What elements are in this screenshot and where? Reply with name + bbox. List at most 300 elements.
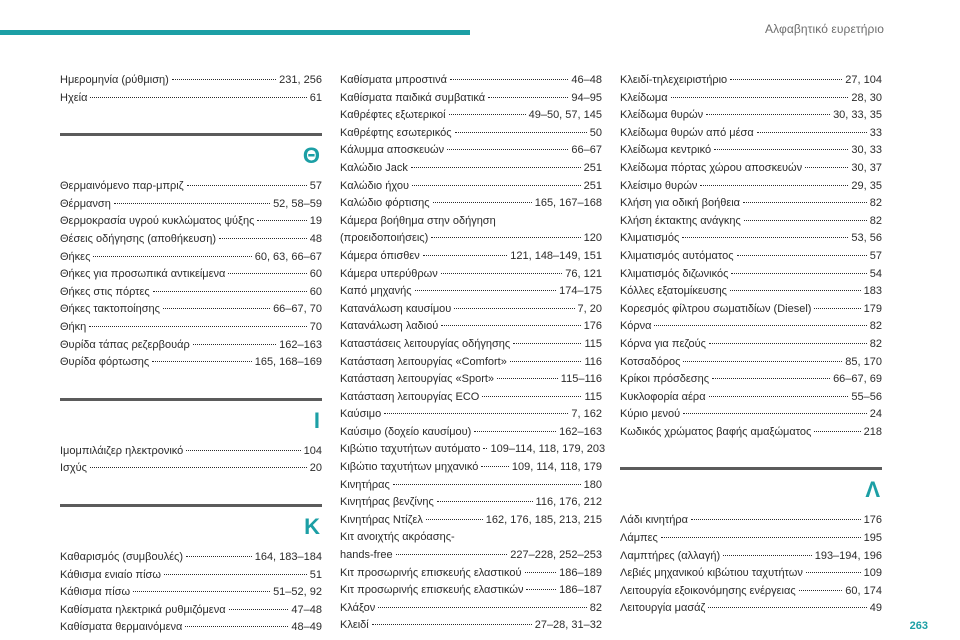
index-entry-pages: 162–163 xyxy=(279,338,322,351)
index-entry-pages: 7, 162 xyxy=(571,408,602,421)
index-entry-term: Καθαρισμός (συμβουλές) xyxy=(60,550,183,563)
index-entry xyxy=(340,617,602,635)
index-entry xyxy=(340,371,602,389)
index-entry-pages: 251 xyxy=(583,161,602,174)
index-entry-term: Κλάξον xyxy=(340,601,376,614)
index-entry-term: Κλείδωμα θυρών xyxy=(620,109,704,122)
index-entry-term: Θήκες για προσωπικά αντικείμενα xyxy=(60,268,226,281)
index-entry-pages: 195 xyxy=(863,532,882,545)
index-entry-pages: 116 xyxy=(584,355,602,368)
page-number: 263 xyxy=(909,620,928,632)
index-entry-term: Κάθισμα πίσω xyxy=(60,586,131,599)
index-entry-term: hands-free xyxy=(340,549,393,562)
dot-leader xyxy=(805,167,848,168)
index-entry-term: Καλώδιο φόρτισης xyxy=(340,197,430,210)
dot-leader xyxy=(661,537,861,538)
index-entry-pages: 176 xyxy=(863,514,882,527)
index-entry-pages: 104 xyxy=(303,444,322,457)
index-entry xyxy=(60,72,322,90)
dot-leader xyxy=(744,220,867,221)
index-entry-pages: 61 xyxy=(309,91,322,104)
index-entry-term: Καπό μηχανής xyxy=(340,285,412,298)
dot-leader xyxy=(714,149,848,150)
dot-leader xyxy=(482,396,581,397)
index-entry-pages: 66–67, 69 xyxy=(833,373,882,386)
index-entry-pages: 162–163 xyxy=(559,425,602,438)
index-entry-term: Ισχύς xyxy=(60,462,87,475)
letter-section-iota xyxy=(60,398,322,433)
index-entry-term: Κλείδωμα πόρτας χώρου αποσκευών xyxy=(620,161,803,174)
dot-leader xyxy=(730,290,861,291)
index-entry xyxy=(340,72,602,90)
index-entry-pages: 180 xyxy=(583,478,602,491)
section-divider xyxy=(60,504,322,507)
index-entry-term: Κρίκοι πρόσδεσης xyxy=(620,373,710,386)
index-entry xyxy=(60,460,322,478)
index-entry-term: Κόρνα για πεζούς xyxy=(620,337,706,350)
dot-leader xyxy=(257,220,306,221)
dot-leader xyxy=(412,185,581,186)
dot-leader xyxy=(228,273,306,274)
index-entry-term: Κινητήρας Ντίζελ xyxy=(340,513,423,526)
index-entry-term: Κλείδωμα κεντρικό xyxy=(620,144,712,157)
index-entry-pages: 116, 176, 212 xyxy=(535,496,602,509)
index-entry xyxy=(620,565,882,583)
index-entry-term: Καθρέφτες εξωτερικοί xyxy=(340,109,446,122)
index-entry xyxy=(60,549,322,567)
index-entry xyxy=(340,406,602,424)
index-entry-pages: 193–194, 196 xyxy=(814,549,882,562)
index-entry-term: Κλιματισμός διζωνικός xyxy=(620,267,729,280)
index-entry-pages: 60, 174 xyxy=(845,584,882,597)
index-column-3 xyxy=(620,72,882,618)
index-entry-term: Κάμερα υπερύθρων xyxy=(340,267,438,280)
index-entry-term: Κάμερα βοήθημα στην οδήγηση xyxy=(340,214,496,227)
index-entry-pages: 49–50, 57, 145 xyxy=(528,109,602,122)
index-entry xyxy=(620,248,882,266)
dot-leader xyxy=(423,255,507,256)
index-entry-term: Κλειδί xyxy=(340,619,369,632)
index-entry-term: Καθίσματα παιδικά συμβατικά xyxy=(340,91,486,104)
index-entry-pages: 165, 167–168 xyxy=(534,197,602,210)
index-entry-pages: 53, 56 xyxy=(851,232,882,245)
index-entry xyxy=(620,512,882,530)
index-entry xyxy=(340,354,602,372)
index-entry-pages: 164, 183–184 xyxy=(254,550,322,563)
index-entry xyxy=(60,567,322,585)
index-entry xyxy=(340,90,602,108)
index-entry-pages: 115 xyxy=(584,390,602,403)
dot-leader xyxy=(709,396,849,397)
index-entry-term: Καθίσματα ηλεκτρικά ρυθμιζόμενα xyxy=(60,603,226,616)
index-entry xyxy=(340,512,602,530)
section-divider xyxy=(60,398,322,401)
index-entry-term: Καθρέφτης εσωτερικός xyxy=(340,126,452,139)
dot-leader xyxy=(454,308,574,309)
index-entry-pages: 82 xyxy=(869,320,882,333)
index-entry-term: Λαμπτήρες (αλλαγή) xyxy=(620,549,721,562)
index-entry-pages: 82 xyxy=(589,601,602,614)
index-entry xyxy=(340,125,602,143)
index-entry-pages: 82 xyxy=(869,214,882,227)
index-entry-term: Θυρίδα φόρτωσης xyxy=(60,356,150,369)
section-letter: Κ xyxy=(304,513,320,539)
index-entry-term: Κλείδωμα xyxy=(620,91,668,104)
index-entry-pages: 186–189 xyxy=(559,566,602,579)
index-entry xyxy=(340,248,602,266)
dot-leader xyxy=(393,484,581,485)
index-entry-term: Καύσιμο xyxy=(340,408,382,421)
index-entry-term: Κατανάλωση καυσίμου xyxy=(340,302,452,315)
index-entry-term: Κλήση έκτακτης ανάγκης xyxy=(620,214,741,227)
index-entry-pages: 7, 20 xyxy=(577,302,602,315)
index-entry-term: Λάδι κινητήρα xyxy=(620,514,688,527)
index-entry xyxy=(60,249,322,267)
index-entry-term: Ηχεία xyxy=(60,91,88,104)
index-entry xyxy=(620,583,882,601)
index-entry-term: Κόλλες εξατομίκευσης xyxy=(620,285,727,298)
index-entry-pages: 109, 114, 118, 179 xyxy=(511,461,602,474)
index-entry-pages: 49 xyxy=(869,602,882,615)
dot-leader xyxy=(700,185,848,186)
index-entry xyxy=(60,196,322,214)
index-entry-term: Ημερομηνία (ρύθμιση) xyxy=(60,74,169,86)
index-entry-pages: 30, 33 xyxy=(851,144,882,157)
dot-leader xyxy=(682,237,848,238)
index-entry-term: Καλώδιο ήχου xyxy=(340,179,409,192)
dot-leader xyxy=(163,308,270,309)
letter-section-lambda xyxy=(620,467,882,502)
index-entry-pages: 30, 37 xyxy=(851,161,882,174)
dot-leader xyxy=(799,590,843,591)
section-divider xyxy=(60,133,322,136)
index-entry-pages: 179 xyxy=(863,302,882,315)
index-entry xyxy=(620,160,882,178)
dot-leader xyxy=(723,555,812,556)
index-entry-pages: 52, 58–59 xyxy=(273,197,322,210)
index-entry xyxy=(340,459,602,477)
index-entry-term: Κινητήρας βενζίνης xyxy=(340,496,434,509)
index-entry-term: Κιβώτιο ταχυτήτων αυτόματο xyxy=(340,443,481,456)
index-entry xyxy=(620,266,882,284)
index-entry-term: Θέρμανση xyxy=(60,197,111,210)
index-entry-pages: 109 xyxy=(863,567,882,580)
index-group xyxy=(60,178,322,372)
index-entry-term: Καλώδιο Jack xyxy=(340,161,408,174)
index-entry-term: Θερμοκρασία υγρού κυκλώματος ψύξης xyxy=(60,215,255,228)
index-entry-pages: 20 xyxy=(309,462,322,475)
index-entry-pages: 162, 176, 185, 213, 215 xyxy=(485,513,602,526)
index-entry-pages: 60, 63, 66–67 xyxy=(254,250,322,263)
dot-leader xyxy=(730,79,842,80)
dot-leader xyxy=(483,448,487,449)
index-entry-term: Θυρίδα τάπας ρεζερβουάρ xyxy=(60,338,190,351)
index-column-1 xyxy=(60,72,322,637)
dot-leader xyxy=(497,378,558,379)
index-entry-term: Λειτουργία εξοικονόμησης ενέργειας xyxy=(620,584,796,597)
index-entry xyxy=(620,107,882,125)
dot-leader xyxy=(193,344,276,345)
header-accent-bar xyxy=(0,30,470,35)
index-entry-term: Κωδικός χρώματος βαφής αμαξώματος xyxy=(620,425,812,438)
index-entry-term: Κάλυμμα αποσκευών xyxy=(340,144,445,157)
index-entry xyxy=(340,107,602,125)
dot-leader xyxy=(488,97,568,98)
index-entry-pages: 186–187 xyxy=(559,584,602,597)
index-entry-term: Κόρνα xyxy=(620,320,652,333)
index-entry-pages: 57 xyxy=(869,249,882,262)
dot-leader xyxy=(441,273,563,274)
index-entry xyxy=(340,266,602,284)
index-entry xyxy=(340,213,602,231)
index-entry xyxy=(340,160,602,178)
dot-leader xyxy=(437,501,533,502)
index-entry xyxy=(340,301,602,319)
section-letter: Ι xyxy=(313,407,320,433)
dot-leader xyxy=(450,79,568,80)
index-entry-term: Κιβώτιο ταχυτήτων μηχανικό xyxy=(340,461,479,474)
section-letter: Λ xyxy=(865,477,880,503)
index-entry xyxy=(340,195,602,213)
index-entry-pages: 165, 168–169 xyxy=(254,356,322,369)
index-entry-pages: 218 xyxy=(863,425,882,438)
index-entry-pages: 47–48 xyxy=(291,603,322,616)
dot-leader xyxy=(441,325,580,326)
index-entry-term: Κλειδί-τηλεχειριστήριο xyxy=(620,74,728,86)
index-entry xyxy=(620,336,882,354)
index-entry-pages: 115 xyxy=(584,337,602,350)
index-entry xyxy=(60,619,322,637)
dot-leader xyxy=(114,203,270,204)
index-entry xyxy=(60,284,322,302)
index-entry-pages: 33 xyxy=(869,126,882,139)
index-entry-term: Θερμαινόμενο παρ-μπριζ xyxy=(60,180,184,193)
index-entry-term: Λάμπες xyxy=(620,532,658,545)
index-entry xyxy=(340,600,602,618)
index-entry-pages: 60 xyxy=(309,285,322,298)
index-entry-pages: 251 xyxy=(583,179,602,192)
index-entry xyxy=(620,195,882,213)
index-entry xyxy=(620,548,882,566)
index-entry-pages: 176 xyxy=(583,320,602,333)
index-entry xyxy=(340,565,602,583)
index-entry xyxy=(620,125,882,143)
dot-leader xyxy=(187,185,307,186)
index-entry-term: Καθίσματα μπροστινά xyxy=(340,74,447,86)
dot-leader xyxy=(153,291,307,292)
dot-leader xyxy=(806,572,861,573)
index-entry xyxy=(60,584,322,602)
dot-leader xyxy=(411,167,581,168)
index-entry-pages: 94–95 xyxy=(571,91,602,104)
dot-leader xyxy=(481,466,509,467)
letter-section-kappa xyxy=(60,504,322,539)
index-group xyxy=(60,549,322,637)
dot-leader xyxy=(152,361,252,362)
index-entry-term: Θήκες xyxy=(60,250,91,263)
index-entry-term: Ιμομπιλάιζερ ηλεκτρονικό xyxy=(60,444,184,457)
index-entry-pages: 60 xyxy=(309,268,322,281)
index-entry xyxy=(620,72,882,90)
dot-leader xyxy=(814,308,860,309)
dot-leader xyxy=(731,273,866,274)
index-entry-term: Κατανάλωση λαδιού xyxy=(340,320,439,333)
index-entry xyxy=(340,529,602,547)
index-entry-term: Κλείδωμα θυρών από μέσα xyxy=(620,126,754,139)
index-entry xyxy=(340,547,602,565)
index-entry xyxy=(620,354,882,372)
dot-leader xyxy=(447,149,568,150)
index-entry-term: Καύσιμο (δοχείο καυσίμου) xyxy=(340,425,472,438)
index-entry-term: Κατάσταση λειτουργίας «Comfort» xyxy=(340,355,507,368)
dot-leader xyxy=(654,325,866,326)
index-entry xyxy=(340,389,602,407)
index-entry-term: Κύριο μενού xyxy=(620,408,681,421)
index-entry xyxy=(620,142,882,160)
index-entry-term: Λειτουργία μασάζ xyxy=(620,602,706,615)
index-entry xyxy=(340,441,606,459)
dot-leader xyxy=(186,556,252,557)
index-column-2 xyxy=(340,72,606,635)
index-entry-pages: 183 xyxy=(863,285,882,298)
dot-leader xyxy=(384,413,568,414)
dot-leader xyxy=(378,607,586,608)
index-entry-pages: 27, 104 xyxy=(845,74,882,86)
dot-leader xyxy=(671,97,849,98)
index-entry-pages: 28, 30 xyxy=(851,91,882,104)
dot-leader xyxy=(172,79,276,80)
index-entry-pages: 66–67 xyxy=(571,144,602,157)
index-entry-pages: 55–56 xyxy=(851,390,882,403)
index-entry xyxy=(60,443,322,461)
index-entry xyxy=(60,301,322,319)
index-entry-term: (προειδοποιήσεις) xyxy=(340,232,429,245)
index-entry-term: Καθίσματα θερμαινόμενα xyxy=(60,621,183,634)
dot-leader xyxy=(712,378,830,379)
index-entry-pages: 115–116 xyxy=(560,373,602,386)
index-entry-pages: 66–67, 70 xyxy=(273,303,322,316)
index-entry xyxy=(340,494,602,512)
index-group xyxy=(340,72,606,635)
index-entry xyxy=(620,301,882,319)
index-entry xyxy=(620,424,882,442)
index-entry xyxy=(60,266,322,284)
index-entry xyxy=(620,90,882,108)
index-entry-pages: 82 xyxy=(869,337,882,350)
index-entry-pages: 57 xyxy=(309,180,322,193)
index-entry-pages: 174–175 xyxy=(559,285,602,298)
index-group xyxy=(60,72,322,107)
index-entry-term: Κιτ προσωρινής επισκευής ελαστικών xyxy=(340,584,524,597)
dot-leader xyxy=(683,361,842,362)
dot-leader xyxy=(426,519,483,520)
index-entry-term: Θέσεις οδήγησης (αποθήκευση) xyxy=(60,232,216,245)
index-entry xyxy=(340,582,602,600)
index-entry-pages: 24 xyxy=(869,408,882,421)
dot-leader xyxy=(229,609,289,610)
index-entry-term: Καταστάσεις λειτουργίας οδήγησης xyxy=(340,337,511,350)
index-entry xyxy=(620,213,882,231)
dot-leader xyxy=(814,431,860,432)
dot-leader xyxy=(219,238,307,239)
index-entry-pages: 19 xyxy=(309,215,322,228)
index-entry xyxy=(620,406,882,424)
dot-leader xyxy=(133,591,270,592)
index-entry xyxy=(620,389,882,407)
index-entry xyxy=(340,336,602,354)
index-entry-term: Θήκη xyxy=(60,320,87,333)
dot-leader xyxy=(90,97,306,98)
dot-leader xyxy=(396,554,508,555)
dot-leader xyxy=(186,450,300,451)
index-entry-pages: 109–114, 118, 179, 203 xyxy=(490,443,606,456)
index-entry-pages: 120 xyxy=(583,232,602,245)
index-entry xyxy=(620,283,882,301)
dot-leader xyxy=(449,114,526,115)
dot-leader xyxy=(164,574,307,575)
dot-leader xyxy=(90,467,307,468)
index-group xyxy=(60,443,322,478)
dot-leader xyxy=(706,114,830,115)
index-entry-pages: 50 xyxy=(589,126,602,139)
index-entry-pages: 121, 148–149, 151 xyxy=(510,249,602,262)
dot-leader xyxy=(89,326,306,327)
index-entry xyxy=(60,90,322,108)
index-entry-pages: 48 xyxy=(309,232,322,245)
dot-leader xyxy=(474,431,556,432)
index-entry xyxy=(340,318,602,336)
index-entry xyxy=(620,178,882,196)
index-entry xyxy=(620,230,882,248)
index-entry-pages: 29, 35 xyxy=(851,179,882,192)
index-entry-term: Κορεσμός φίλτρου σωματιδίων (Diesel) xyxy=(620,302,812,315)
index-entry xyxy=(60,319,322,337)
index-entry xyxy=(340,142,602,160)
dot-leader xyxy=(433,202,532,203)
index-entry-pages: 82 xyxy=(869,197,882,210)
index-entry-pages: 30, 33, 35 xyxy=(833,109,882,122)
letter-section-theta xyxy=(60,133,322,168)
index-entry xyxy=(60,602,322,620)
section-letter: Θ xyxy=(302,143,320,169)
dot-leader xyxy=(185,626,288,627)
index-entry-term: Θήκες στις πόρτες xyxy=(60,285,150,298)
page-header-title: Αλφαβητικό ευρετήριο xyxy=(764,22,884,36)
index-entry-pages: 76, 121 xyxy=(565,267,602,280)
index-entry-term: Κλιματισμός xyxy=(620,232,680,245)
dot-leader xyxy=(526,589,556,590)
index-entry-pages: 27–28, 31–32 xyxy=(534,619,602,632)
dot-leader xyxy=(415,290,557,291)
index-group xyxy=(620,72,882,441)
index-entry-term: Κατάσταση λειτουργίας ECO xyxy=(340,390,480,403)
dot-leader xyxy=(737,255,867,256)
index-entry xyxy=(620,530,882,548)
dot-leader xyxy=(525,572,557,573)
index-group xyxy=(620,512,882,618)
index-entry-pages: 231, 256 xyxy=(279,74,322,86)
index-entry xyxy=(340,283,602,301)
dot-leader xyxy=(708,607,866,608)
index-entry-term: Κοτσαδόρος xyxy=(620,355,681,368)
index-entry xyxy=(60,337,322,355)
index-entry-term: Θήκες τακτοποίησης xyxy=(60,303,160,316)
dot-leader xyxy=(709,343,867,344)
index-entry-term: Κλιματισμός αυτόματος xyxy=(620,249,734,262)
dot-leader xyxy=(431,237,580,238)
dot-leader xyxy=(372,624,532,625)
index-entry-term: Κάμερα όπισθεν xyxy=(340,249,420,262)
